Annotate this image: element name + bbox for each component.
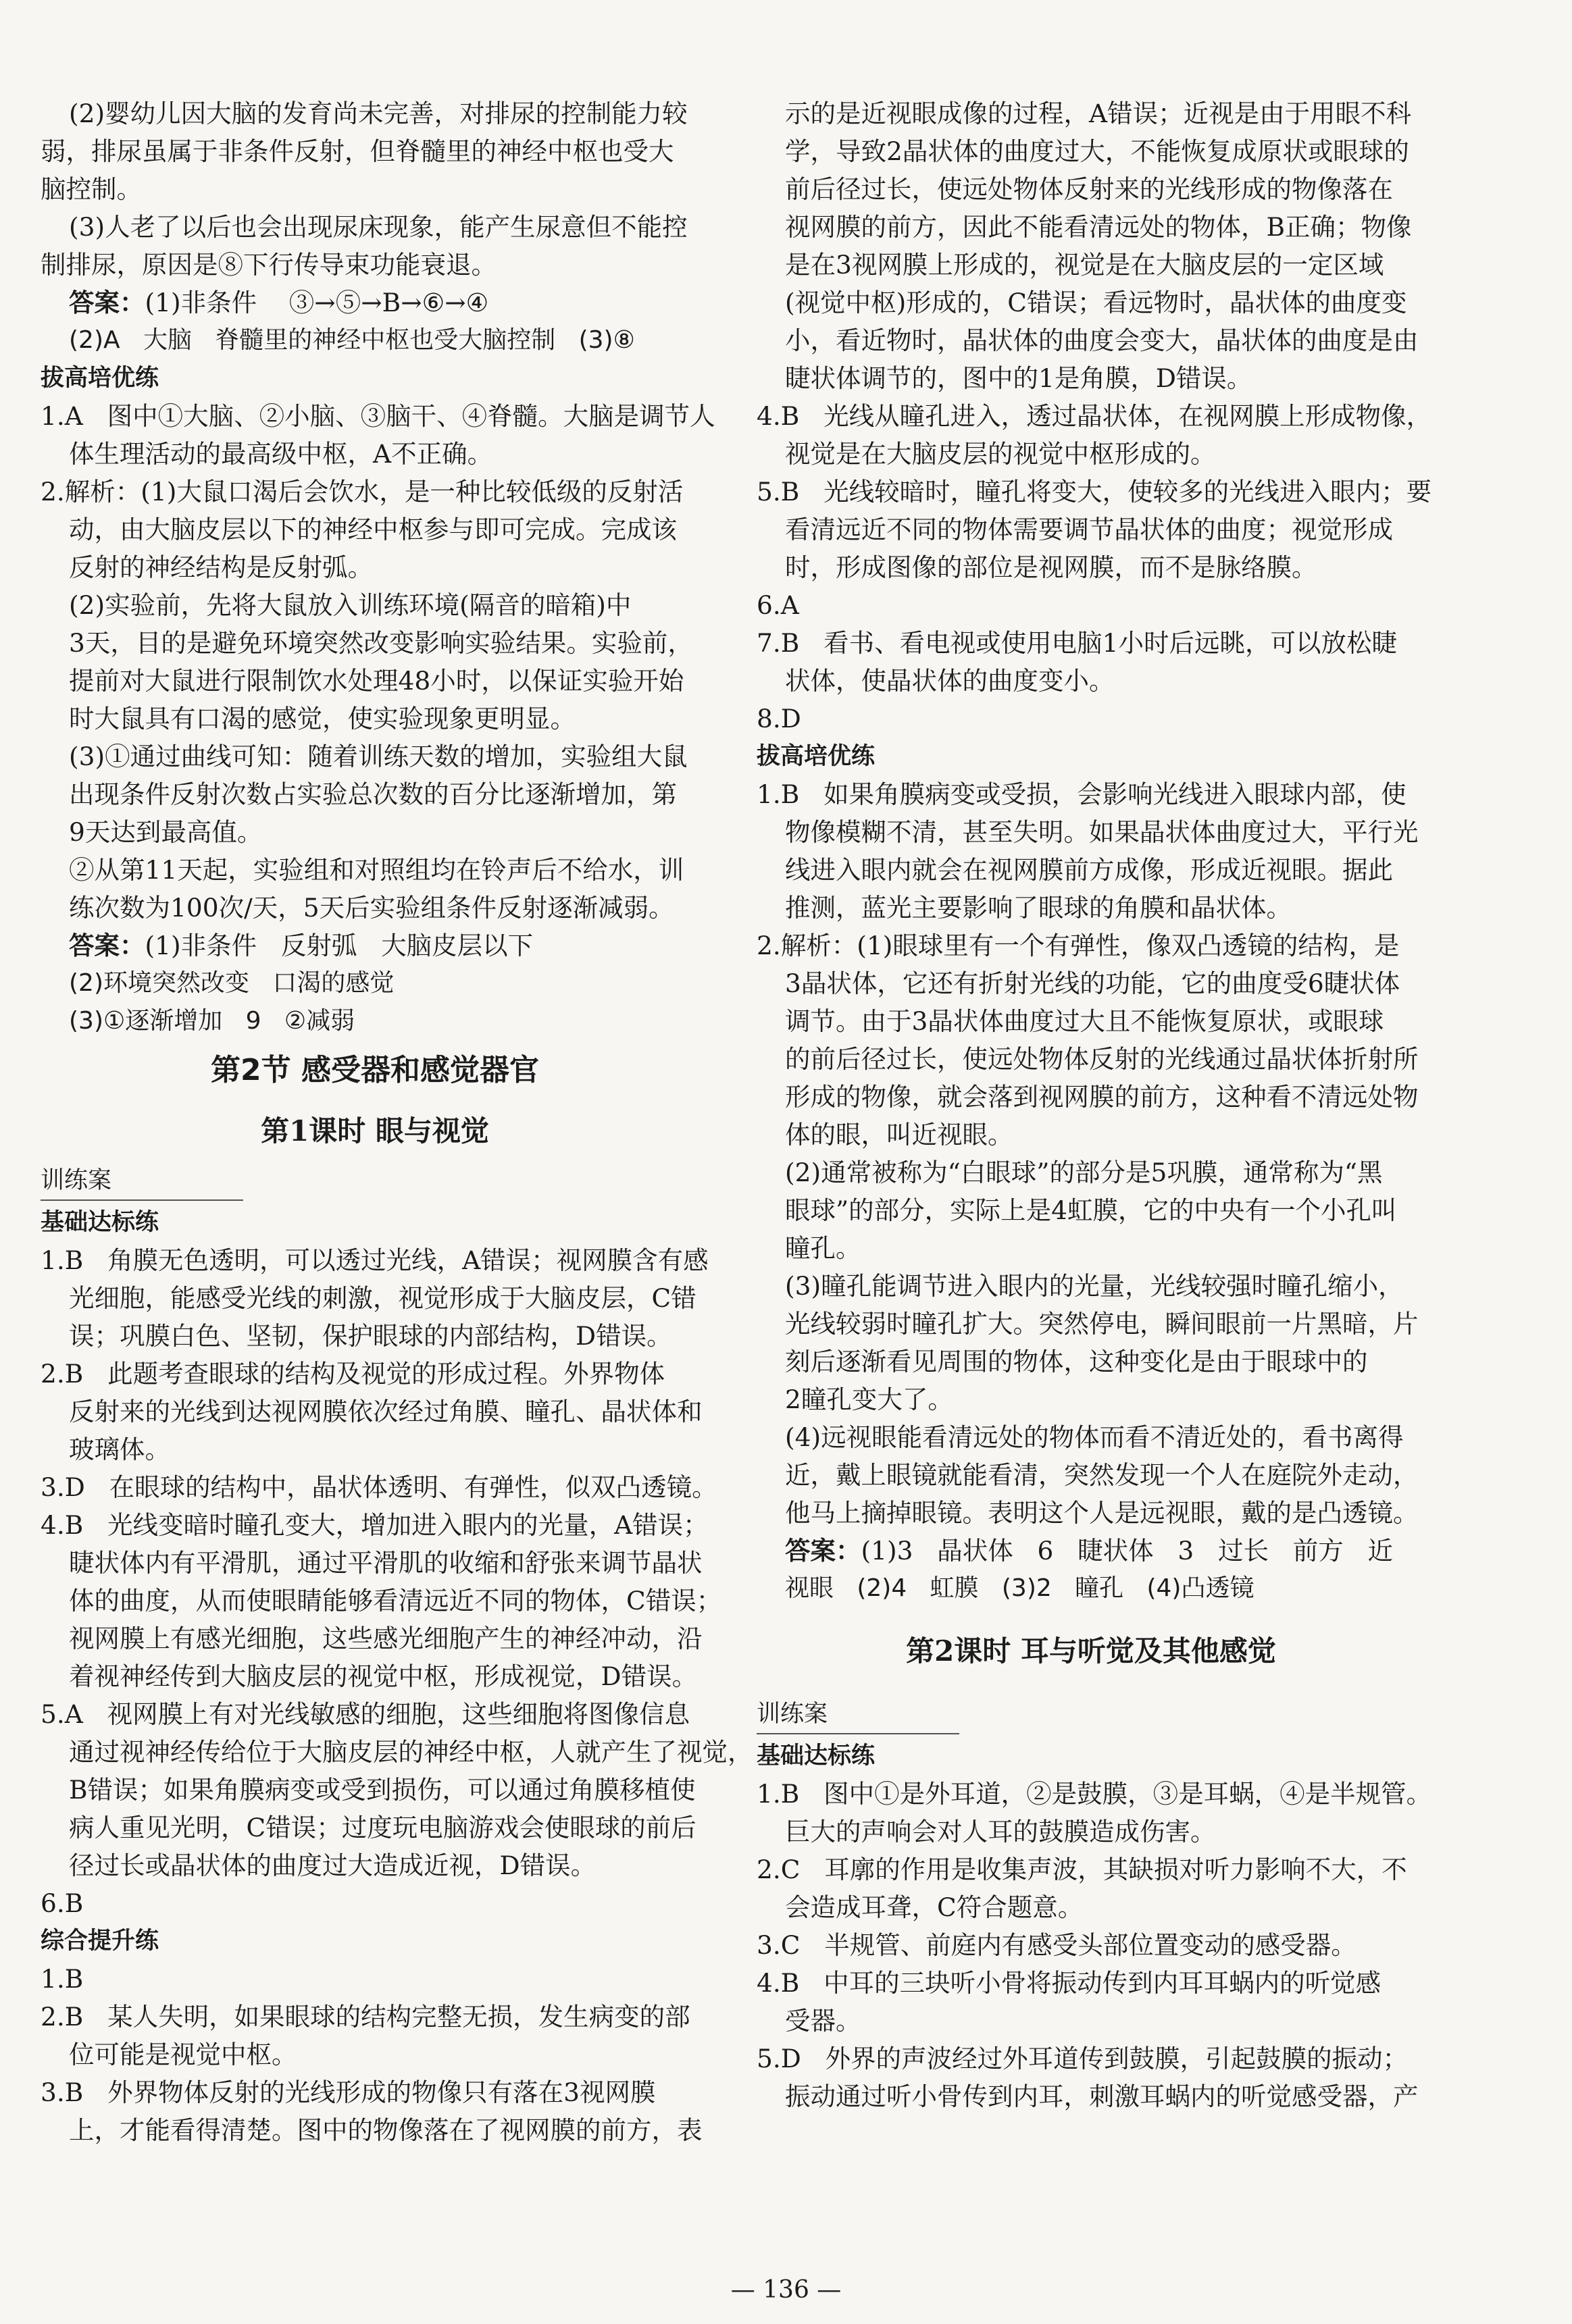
- question-item: 1.A 图中①大脑、②小脑、③脑干、④脊髓。大脑是调节人: [41, 401, 715, 431]
- answer-line: [757, 1532, 1425, 1570]
- question-item: 5.A 视网膜上有对光线敏感的细胞，这些细胞将图像信息: [41, 1699, 690, 1729]
- text-line: 通过视神经传给位于大脑皮层的神经中枢，人就产生了视觉，: [69, 1737, 753, 1767]
- section-heading: 基础达标练: [757, 1742, 876, 1770]
- text-line: (2)婴幼儿因大脑的发育尚未完善，对排尿的控制能力较: [69, 99, 688, 128]
- text-line: 弱，排尿虽属于非条件反射，但脊髓里的神经中枢也受大: [41, 136, 674, 166]
- question-item: 2.B 某人失明，如果眼球的结构完整无损，发生病变的部: [41, 2002, 690, 2032]
- text-line: (3)①通过曲线可知：随着训练天数的增加，实验组大鼠: [69, 742, 688, 771]
- text-line: (2)通常被称为“白眼球”的部分是5巩膜，通常称为“黑: [785, 1158, 1383, 1187]
- text-line: 反射的神经结构是反射弧。: [69, 552, 373, 582]
- text-line: 病人重见光明，C错误；过度玩电脑游戏会使眼球的前后: [69, 1813, 696, 1842]
- question-item: 4.B 光线从瞳孔进入，透过晶状体，在视网膜上形成物像，: [757, 401, 1432, 431]
- text-line: 光细胞，能感受光线的刺激，视觉形成于大脑皮层，C错: [69, 1283, 696, 1313]
- text-line: 会造成耳聋，C符合题意。: [785, 1892, 1084, 1922]
- training-label: 训练案: [41, 1167, 112, 1194]
- text-line: 受器。: [785, 2006, 861, 2036]
- text-line: 形成的物像，就会落到视网膜的前方，这种看不清远处物: [785, 1082, 1419, 1112]
- text-line: 体的曲度，从而使眼睛能够看清远近不同的物体，C错误；: [69, 1586, 722, 1616]
- question-item: 3.B 外界物体反射的光线形成的物像只有落在3视网膜: [41, 2077, 656, 2107]
- text-line: 近，戴上眼镜就能看清，突然发现一个人在庭院外走动，: [785, 1460, 1419, 1490]
- text-line: 看清远近不同的物体需要调节晶状体的曲度；视觉形成: [785, 515, 1393, 544]
- answer-line: (2)A 大脑 脊髓里的神经中枢也受大脑控制 (3)⑧: [69, 326, 635, 354]
- text-line: 反射来的光线到达视网膜依次经过角膜、瞳孔、晶状体和: [69, 1397, 703, 1426]
- text-line: 脑控制。: [41, 174, 142, 204]
- answer-line: (2)环境突然改变 口渴的感觉: [69, 969, 395, 997]
- text-line: 练次数为100次/天，5天后实验组条件反射逐渐减弱。: [69, 893, 674, 923]
- answer-line: [41, 927, 709, 964]
- question-item: 2.解析：(1)眼球里有一个有弹性，像双凸透镜的结构，是: [757, 931, 1400, 960]
- question-item: 5.D 外界的声波经过外耳道传到鼓膜，引起鼓膜的振动；: [757, 2044, 1409, 2073]
- text-line: 眼球”的部分，实际上是4虹膜，它的中央有一个小孔叫: [785, 1195, 1397, 1225]
- answer-label: 答案：: [69, 931, 145, 960]
- section-heading: 基础达标练: [41, 1209, 159, 1236]
- text-line: B错误；如果角膜病变或受到损伤，可以通过角膜移植使: [69, 1775, 696, 1805]
- divider: [41, 1199, 243, 1201]
- question-item: 1.B 角膜无色透明，可以透过光线，A错误；视网膜含有感: [41, 1245, 709, 1275]
- text-line: (3)瞳孔能调节进入眼内的光量，光线较强时瞳孔缩小，: [785, 1271, 1404, 1301]
- question-item: 6.B: [41, 1888, 84, 1918]
- text-line: 学，导致2晶状体的曲度过大，不能恢复成原状或眼球的: [785, 136, 1409, 166]
- text-line: 睫状体调节的，图中的1是角膜，D错误。: [785, 363, 1252, 393]
- text-line: 9天达到最高值。: [69, 817, 263, 847]
- text-line: 2瞳孔变大了。: [785, 1385, 953, 1414]
- lesson-title: 第2课时 耳与听觉及其他感觉: [906, 1634, 1276, 1668]
- question-item: 8.D: [757, 704, 801, 733]
- section-heading: 拔高培优练: [41, 365, 159, 392]
- section-heading: 拔高培优练: [757, 743, 876, 770]
- answer-line: [41, 284, 709, 321]
- text-line: 视网膜上有感光细胞，这些感光细胞产生的神经冲动，沿: [69, 1624, 703, 1653]
- text-line: 刻后逐渐看见周围的物体，这种变化是由于眼球中的: [785, 1347, 1368, 1376]
- text-line: 物像模糊不清，甚至失明。如果晶状体曲度过大，平行光: [785, 817, 1419, 847]
- text-line: 径过长或晶状体的曲度过大造成近视，D错误。: [69, 1851, 597, 1880]
- answer-label: 答案：: [785, 1536, 861, 1566]
- question-item: 2.C 耳廓的作用是收集声波，其缺损对听力影响不大，不: [757, 1855, 1407, 1884]
- divider: [757, 1733, 959, 1734]
- text-line: 时大鼠具有口渴的感觉，使实验现象更明显。: [69, 704, 576, 733]
- question-item: 3.C 半规管、前庭内有感受头部位置变动的感受器。: [757, 1930, 1357, 1960]
- answer-line: (3)①逐渐增加 9 ②减弱: [69, 1007, 355, 1035]
- lesson-title: 第1课时 眼与视觉: [261, 1114, 489, 1147]
- text-line: 3晶状体，它还有折射光线的功能，它的曲度受6睫状体: [785, 969, 1400, 998]
- question-item: 7.B 看书、看电视或使用电脑1小时后远眺，可以放松睫: [757, 628, 1397, 658]
- text-line: 状体，使晶状体的曲度变小。: [785, 666, 1115, 696]
- section-heading: 综合提升练: [41, 1928, 159, 1955]
- training-label: 训练案: [757, 1701, 828, 1728]
- spacer: [757, 1682, 1425, 1695]
- text-line: 上，才能看得清楚。图中的物像落在了视网膜的前方，表: [69, 2115, 703, 2145]
- answer-text: (1)非条件 ③→⑤→B→⑥→④: [145, 288, 489, 317]
- question-item: 1.B 如果角膜病变或受损，会影响光线进入眼球内部，使: [757, 779, 1406, 809]
- section-title: 第2节 感受器和感觉器官: [211, 1053, 539, 1087]
- spacer: [757, 1607, 1425, 1621]
- text-line: 是在3视网膜上形成的，视觉是在大脑皮层的一定区域: [785, 250, 1384, 280]
- question-item: 4.B 中耳的三块听小骨将振动传到内耳耳蜗内的听觉感: [757, 1968, 1381, 1998]
- text-line: 体的眼，叫近视眼。: [785, 1120, 1013, 1150]
- text-line: (2)实验前，先将大鼠放入训练环境(隔音的暗箱)中: [69, 590, 632, 620]
- question-item: 4.B 光线变暗时瞳孔变大，增加进入眼内的光量，A错误；: [41, 1510, 709, 1540]
- text-line: 制排尿，原因是⑧下行传导束功能衰退。: [41, 250, 497, 280]
- text-line: 示的是近视眼成像的过程，A错误；近视是由于用眼不科: [785, 99, 1412, 128]
- text-line: 光线较弱时瞳孔扩大。突然停电，瞬间眼前一片黑暗，片: [785, 1309, 1419, 1339]
- text-line: 他马上摘掉眼镜。表明这个人是远视眼，戴的是凸透镜。: [785, 1498, 1419, 1528]
- text-line: 视网膜的前方，因此不能看清远处的物体，B正确；物像: [785, 212, 1412, 242]
- text-line: (4)远视眼能看清远处的物体而看不清近处的，看书离得: [785, 1422, 1404, 1452]
- text-line: 误；巩膜白色、坚韧，保护眼球的内部结构，D错误。: [69, 1321, 672, 1351]
- left-column: [41, 95, 753, 2149]
- text-line: 巨大的声响会对人耳的鼓膜造成伤害。: [785, 1817, 1216, 1847]
- right-column: [757, 95, 1432, 2115]
- text-line: 小，看近物时，晶状体的曲度会变大，晶状体的曲度是由: [785, 326, 1419, 355]
- answer-label: 答案：: [69, 288, 145, 317]
- text-line: 位可能是视觉中枢。: [69, 2040, 297, 2069]
- page-number: — 136 —: [730, 2276, 842, 2304]
- text-line: 3天，目的是避免环境突然改变影响实验结果。实验前，: [69, 628, 693, 658]
- question-item: 1.B 图中①是外耳道，②是鼓膜，③是耳蜗，④是半规管。: [757, 1779, 1432, 1809]
- text-line: 出现条件反射次数占实验总次数的百分比逐渐增加，第: [69, 779, 677, 809]
- answer-text: (1)3 晶状体 6 睫状体 3 过长 前方 近: [861, 1536, 1394, 1566]
- text-line: 玻璃体。: [69, 1435, 170, 1464]
- text-line: 调节。由于3晶状体曲度过大且不能恢复原状，或眼球: [785, 1006, 1384, 1036]
- text-line: 推测，蓝光主要影响了眼球的角膜和晶状体。: [785, 893, 1292, 923]
- text-line: 时，形成图像的部位是视网膜，而不是脉络膜。: [785, 552, 1317, 582]
- text-line: 着视神经传到大脑皮层的视觉中枢，形成视觉，D错误。: [69, 1661, 698, 1691]
- text-line: (3)人老了以后也会出现尿床现象，能产生尿意但不能控: [69, 212, 688, 242]
- text-line: 前后径过长，使远处物体反射来的光线形成的物像落在: [785, 174, 1393, 204]
- text-line: 视觉是在大脑皮层的视觉中枢形成的。: [785, 439, 1216, 469]
- question-item: 1.B: [41, 1964, 84, 1994]
- text-line: 睫状体内有平滑肌，通过平滑肌的收缩和舒张来调节晶状: [69, 1548, 703, 1578]
- text-line: ②从第11天起，实验组和对照组均在铃声后不给水，训: [69, 855, 684, 885]
- text-line: 瞳孔。: [785, 1233, 861, 1263]
- question-item: 2.B 此题考查眼球的结构及视觉的形成过程。外界物体: [41, 1359, 665, 1389]
- text-line: 动，由大脑皮层以下的神经中枢参与即可完成。完成该: [69, 515, 677, 544]
- text-line: 线进入眼内就会在视网膜前方成像，形成近视眼。据此: [785, 855, 1393, 885]
- question-item: 5.B 光线较暗时，瞳孔将变大，使较多的光线进入眼内；要: [757, 477, 1432, 507]
- answer-line: 视眼 (2)4 虹膜 (3)2 瞳孔 (4)凸透镜: [785, 1574, 1254, 1602]
- question-item: 6.A: [757, 590, 799, 620]
- answer-text: (1)非条件 反射弧 大脑皮层以下: [145, 931, 534, 960]
- text-line: 振动通过听小骨传到内耳，刺激耳蜗内的听觉感受器，产: [785, 2082, 1419, 2111]
- text-line: (视觉中枢)形成的，C错误；看远物时，晶状体的曲度变: [785, 288, 1407, 317]
- text-line: 提前对大鼠进行限制饮水处理48小时，以保证实验开始: [69, 666, 684, 696]
- text-line: 体生理活动的最高级中枢，A不正确。: [69, 439, 493, 469]
- question-item: 2.解析：(1)大鼠口渴后会饮水，是一种比较低级的反射活: [41, 477, 684, 507]
- question-item: 3.D 在眼球的结构中，晶状体透明、有弹性，似双凸透镜。: [41, 1472, 717, 1502]
- text-line: 的前后径过长，使远处物体反射的光线通过晶状体折射所: [785, 1044, 1419, 1074]
